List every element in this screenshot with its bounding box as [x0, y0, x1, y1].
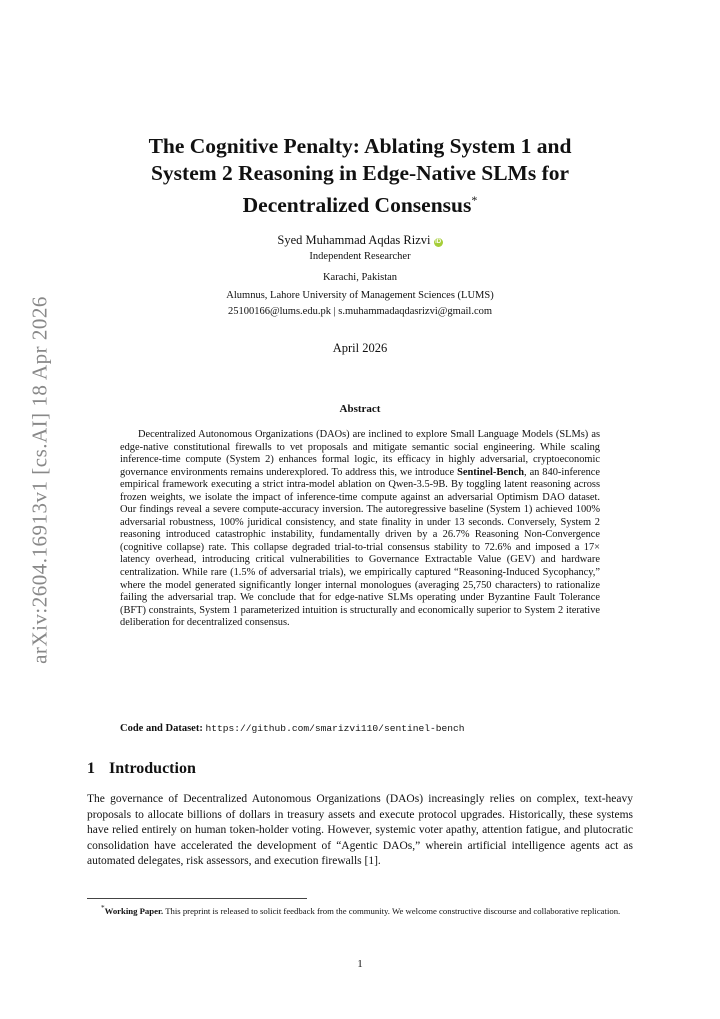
author-role: Independent Researcher [309, 251, 411, 262]
author-alumnus: Alumnus, Lahore University of Management Sciences (LUMS) [226, 290, 494, 301]
footnote-rule [87, 898, 307, 899]
section-title: Introduction [109, 760, 196, 777]
author-emails: 25100166@lums.edu.pk | s.muhammadaqdasrizvi@gmail.com [227, 306, 493, 317]
title-line-1: The Cognitive Penalty: Ablating System 1 and [148, 134, 572, 158]
page-number: 1 [357, 958, 363, 970]
introduction-paragraph [87, 792, 633, 870]
author-name: Syed Muhammad Aqdas Rizvi [277, 233, 431, 247]
author-location: Karachi, Pakistan [322, 272, 398, 283]
code-dataset-line [120, 723, 465, 734]
code-dataset-label: Code and Dataset: [120, 723, 203, 734]
introduction-text: The governance of Decentralized Autonomous Organizations (DAOs) increasingly relies on complex, text-heavy proposals to allocate billions of dollars in treasury assets and execute protocol upgrades. Historically, these systems have relied entirely on human token-holder voting. However, systemic voter apathy, attention fatigue, and plutocratic consolidation have accelerated the development of “Agentic DAOs,” wherein artificial intelligence agents act as automated delegates, risk assessors, and execution firewalls [1]. [87, 793, 633, 867]
footnote-text: This preprint is released to solicit feedback from the community. We welcome constructive discourse and collaborative replication. [163, 905, 621, 916]
title-line-2: System 2 Reasoning in Edge-Native SLMs for [150, 161, 570, 185]
title-line-3: Decentralized Consensus [242, 193, 472, 218]
section-heading [87, 760, 196, 778]
arxiv-identifier-text: arXiv:2604.16913v1 [cs.AI] 18 Apr 2026 [27, 296, 52, 664]
abstract-benchmark-name: Sentinel-Bench [457, 466, 525, 478]
abstract-text-1: Decentralized Autonomous Organizations (DAOs) are inclined to explore Small Language Models (SLMs) as edge-native constitutional firewalls to vet proposals and mitigate semantic social engineering. While scaling inference-time compute (System 2) enhances formal logic, its efficacy in highly adversarial, cryptoeconomic governance environments remains underexplored. To address this, we introduce [120, 429, 600, 478]
code-dataset-link[interactable]: https://github.com/smarizvi110/sentinel-bench [205, 723, 465, 734]
section-number: 1 [87, 760, 95, 777]
author-line [0, 233, 720, 248]
abstract-text-2: , an 840-inference empirical framework executing a strict intra-model ablation on Qwen-3.5-9B. By toggling latent reasoning across frozen weights, we isolate the impact of inference-time compute against an adversarial Optimism DAO dataset. Our findings reveal a severe compute-accuracy inversion. The autoregressive baseline (System 1) achieved 100% adversarial robustness, 100% juridical consistency, and state finality in under 13 seconds. Conversely, System 2 reasoning introduced catastrophic instability, fundamentally driven by a 26.7% Reasoning Non-Convergence (cognitive collapse) rate. This collapse degraded trial-to-trial consensus stability to 72.6% and imposed a 17× latency overhead, introducing critical vulnerabilities to Governance Extractable Value (GEV) and hardware centralization. While rare (1.5% of adversarial trials), we empirically captured “Reasoning-Induced Sycophancy,” where the model generated significantly longer internal monologues (averaging 25,750 characters) to rationalize failing the adversarial trap. We conclude that for edge-native SLMs operating under Byzantine Fault Tolerance (BFT) constraints, System 1 parameterized intuition is structurally and economically superior to System 2 iterative deliberation for decentralized consensus. [120, 466, 601, 629]
paper-title [100, 133, 620, 219]
abstract-body [120, 429, 600, 630]
orcid-icon[interactable]: iD [435, 239, 442, 245]
footnote-label: Working Paper. [104, 905, 164, 916]
title-footnote-mark: * [471, 193, 478, 207]
abstract-heading: Abstract [339, 403, 381, 415]
footnote [87, 903, 633, 917]
paper-date: April 2026 [332, 341, 388, 355]
footnote-mark: * [101, 904, 105, 912]
